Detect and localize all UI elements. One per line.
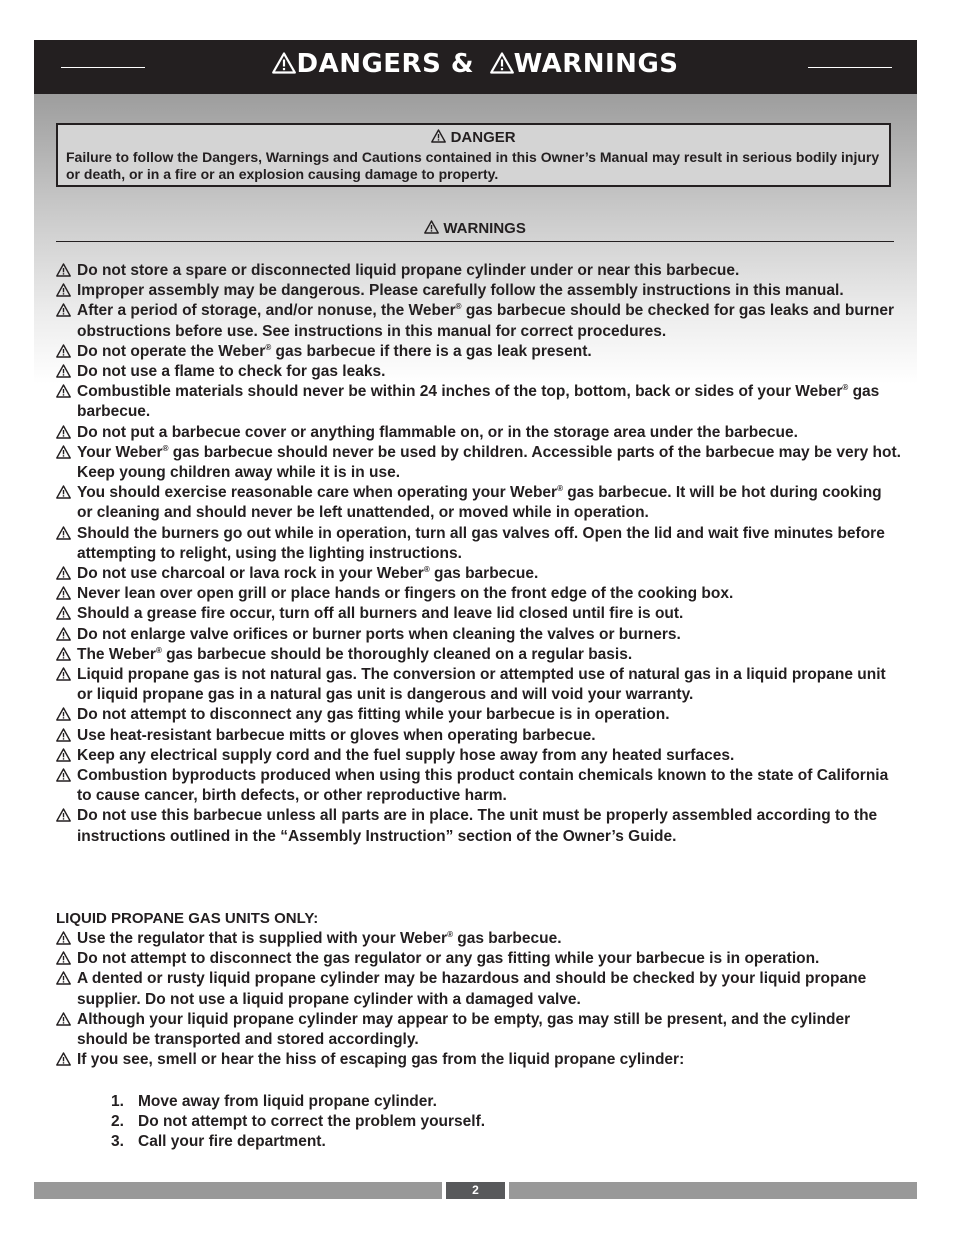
warning-triangle-icon: [56, 606, 71, 620]
warning-item: Do not enlarge valve orifices or burner ports when cleaning the valves or burners.: [56, 625, 901, 645]
step-number: 3.: [111, 1133, 124, 1151]
warning-triangle-icon: [56, 768, 71, 782]
warning-triangle-icon: [56, 1052, 71, 1066]
warning-triangle-icon: [56, 728, 71, 742]
warning-item: Improper assembly may be dangerous. Please carefully follow the assembly instructions in this manual.: [56, 281, 901, 301]
warning-item: Do not use charcoal or lava rock in your Weber® gas barbecue.: [56, 564, 901, 584]
warning-triangle-icon: [272, 52, 296, 74]
warning-item: After a period of storage, and/or nonuse, the Weber® gas barbecue should be checked for gas leaks and burner obstructions before use. See instructions in this manual for correct procedures.: [56, 301, 901, 341]
step-item: 2. Do not attempt to correct the problem yourself.: [111, 1112, 485, 1132]
warning-item: Use heat-resistant barbecue mitts or gloves when operating barbecue.: [56, 726, 901, 746]
warning-triangle-icon: [56, 364, 71, 378]
warning-item: Should the burners go out while in operation, turn all gas valves off. Open the lid and wait five minutes before attempting to relight, using the lighting instructions.: [56, 524, 901, 564]
warning-triangle-icon: [424, 220, 439, 234]
warning-triangle-icon: [56, 667, 71, 681]
title-warnings: WARNINGS: [513, 49, 679, 79]
step-number: 2.: [111, 1113, 124, 1131]
warning-item: Do not store a spare or disconnected liquid propane cylinder under or near this barbecue.: [56, 261, 901, 281]
page-number: 2: [446, 1182, 505, 1199]
warning-item: Combustion byproducts produced when using this product contain chemicals known to the state of California to cause cancer, birth defects, or other reproductive harm.: [56, 766, 901, 806]
warning-triangle-icon: [56, 485, 71, 499]
lp-warning-item: A dented or rusty liquid propane cylinder may be hazardous and should be checked by your liquid propane supplier. Do not use a liquid propane cylinder with a damaged valve.: [56, 969, 901, 1009]
warning-triangle-icon: [56, 303, 71, 317]
warning-triangle-icon: [56, 627, 71, 641]
page-title: [34, 49, 917, 79]
danger-box: [56, 123, 891, 187]
warning-triangle-icon: [490, 52, 514, 74]
steps-list: [111, 1092, 485, 1153]
warning-item: Keep any electrical supply cord and the fuel supply hose away from any heated surfaces.: [56, 746, 901, 766]
warning-item: Combustible materials should never be within 24 inches of the top, bottom, back or sides of your Weber® gas barbecue.: [56, 382, 901, 422]
header-rule-right: [808, 67, 892, 68]
step-item: 1. Move away from liquid propane cylinder.: [111, 1092, 485, 1112]
danger-text: Failure to follow the Dangers, Warnings and Cautions contained in this Owner’s Manual may result in serious bodily injury or death, or in a fire or an explosion causing damage to property.: [66, 149, 880, 182]
warnings-divider: [56, 241, 894, 242]
warning-triangle-icon: [431, 129, 446, 143]
lp-warning-item: Do not attempt to disconnect the gas regulator or any gas fitting while your barbecue is in operation.: [56, 949, 901, 969]
footer-bar-right: [509, 1182, 917, 1199]
warning-triangle-icon: [56, 951, 71, 965]
warning-item: Do not attempt to disconnect any gas fitting while your barbecue is in operation.: [56, 705, 901, 725]
warning-triangle-icon: [56, 707, 71, 721]
header-bar: [34, 40, 917, 94]
warning-triangle-icon: [56, 425, 71, 439]
lp-warning-item: Use the regulator that is supplied with your Weber® gas barbecue.: [56, 929, 901, 949]
warning-triangle-icon: [56, 808, 71, 822]
warning-item: The Weber® gas barbecue should be thoroughly cleaned on a regular basis.: [56, 645, 901, 665]
warnings-title-text: WARNINGS: [443, 220, 526, 237]
step-item: 3. Call your fire department.: [111, 1132, 485, 1152]
lp-heading: LIQUID PROPANE GAS UNITS ONLY:: [56, 910, 319, 927]
lp-warnings-list: [56, 929, 901, 1070]
warning-item: Liquid propane gas is not natural gas. The conversion or attempted use of natural gas in a liquid propane unit or liquid propane gas in a natural gas unit is dangerous and will void your warranty.: [56, 665, 901, 705]
title-dangers: DANGERS &: [296, 49, 475, 79]
warning-item: Do not put a barbecue cover or anything flammable on, or in the storage area under the barbecue.: [56, 423, 901, 443]
warning-triangle-icon: [56, 971, 71, 985]
lp-warning-item: If you see, smell or hear the hiss of escaping gas from the liquid propane cylinder:: [56, 1050, 901, 1070]
warnings-title: [56, 220, 894, 237]
footer-bar-left: [34, 1182, 442, 1199]
warning-triangle-icon: [56, 384, 71, 398]
warning-item: You should exercise reasonable care when operating your Weber® gas barbecue. It will be hot during cooking or cleaning and should never be left unattended, or moved while in operation.: [56, 483, 901, 523]
warnings-list: [56, 261, 901, 847]
warning-triangle-icon: [56, 647, 71, 661]
warning-item: Should a grease fire occur, turn off all burners and leave lid closed until fire is out.: [56, 604, 901, 624]
warning-triangle-icon: [56, 526, 71, 540]
danger-title-text: DANGER: [450, 129, 516, 146]
warning-item: Do not operate the Weber® gas barbecue if there is a gas leak present.: [56, 342, 901, 362]
warning-triangle-icon: [56, 344, 71, 358]
step-number: 1.: [111, 1093, 124, 1110]
danger-title: [58, 129, 889, 146]
lp-warning-item: Although your liquid propane cylinder may appear to be empty, gas may still be present, and the cylinder should be transported and stored accordingly.: [56, 1010, 901, 1050]
warning-item: Never lean over open grill or place hands or fingers on the front edge of the cooking box.: [56, 584, 901, 604]
warning-triangle-icon: [56, 748, 71, 762]
warning-item: Do not use a flame to check for gas leaks.: [56, 362, 901, 382]
warning-triangle-icon: [56, 566, 71, 580]
warning-triangle-icon: [56, 1012, 71, 1026]
warning-triangle-icon: [56, 445, 71, 459]
warning-triangle-icon: [56, 586, 71, 600]
warning-item: Your Weber® gas barbecue should never be used by children. Accessible parts of the barbecue may be very hot. Keep young children away while it is in use.: [56, 443, 901, 483]
warning-triangle-icon: [56, 263, 71, 277]
warning-triangle-icon: [56, 283, 71, 297]
warning-triangle-icon: [56, 931, 71, 945]
warning-item: Do not use this barbecue unless all parts are in place. The unit must be properly assembled according to the instructions outlined in the “Assembly Instruction” section of the Owner’s Guide.: [56, 806, 901, 846]
